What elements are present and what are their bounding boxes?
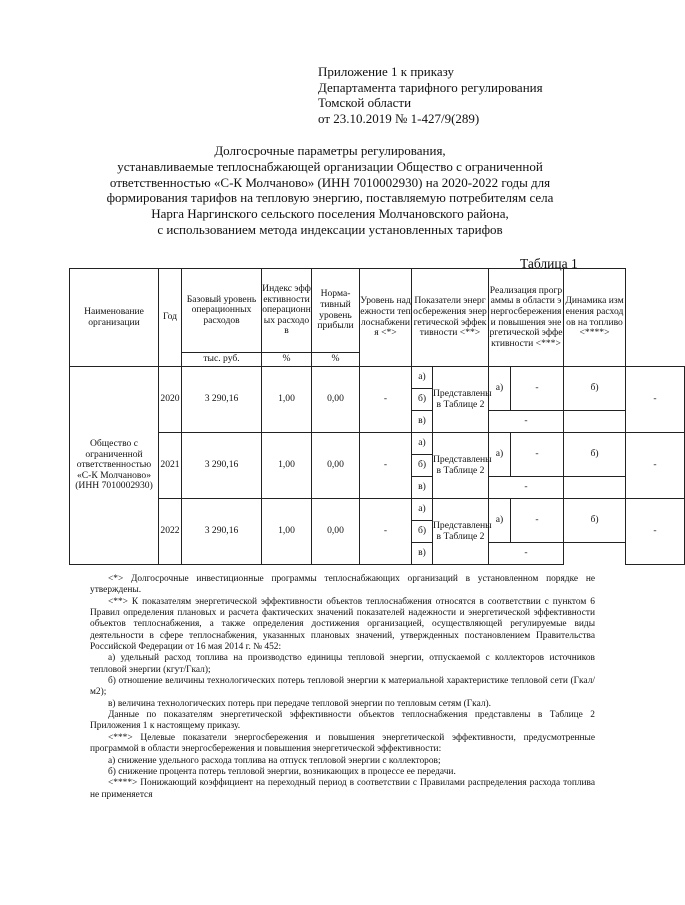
base-cell: 3 290,16 (182, 367, 262, 433)
reliability-cell: - (360, 433, 412, 499)
energy-text-cell: Представлены в Таблице 2 (433, 433, 489, 499)
header-norm: Норма-тивный уровень прибыли (312, 269, 360, 353)
base-cell: 3 290,16 (182, 433, 262, 499)
footnote: <***> Целевые показатели энергосбережения и повышения энергетической эффективности, предусмотренные программой в области энергосбережения и повышения энергетической эффективности: (90, 732, 595, 755)
title-line: формирования тарифов на тепловую энергию, поставляемую потребителям села (106, 190, 554, 206)
energy-sub-label: в) (412, 477, 433, 499)
appendix-block (318, 64, 543, 126)
unit-norm: % (312, 353, 360, 367)
unit-index: % (262, 353, 312, 367)
footnote: <*> Долгосрочные инвестиционные программы теплоснабжающих организаций в установленном порядке не утверждены. (90, 574, 595, 596)
header-energy: Показатели энергосбережения энергетической эффективности <**> (412, 269, 489, 367)
energy-sub-label: а) (412, 367, 433, 389)
realization-value: - (489, 411, 564, 433)
footnote: <****> Понижающий коэффициент на переходный период в соответствии с Правилами распределения расхода топлива не применяется (90, 778, 595, 800)
header-realization: Реализация программы в области энергосбережения и повышения энергетической эффективности <***> (489, 269, 564, 367)
realization-label: а) (489, 367, 511, 411)
realization-value: - (489, 543, 564, 565)
appendix-line: Департамента тарифного регулирования (318, 79, 543, 95)
appendix-line: Приложение 1 к приказу (318, 64, 455, 79)
energy-sub-label: в) (412, 411, 433, 433)
header-index: Индекс эффективности операционных расходов (262, 269, 312, 353)
energy-sub-label: а) (412, 433, 433, 455)
reliability-cell: - (360, 499, 412, 565)
realization-label: б) (564, 499, 626, 543)
title-line: ответственностью «С-К Молчаново» (ИНН 7010002930) на 2020-2022 годы для (109, 174, 551, 190)
realization-label: а) (489, 499, 511, 543)
document-title (80, 143, 580, 238)
header-dynamics: Динамика изменения расходов на топливо <****> (564, 269, 626, 367)
year-cell: 2020 (159, 367, 182, 433)
year-cell: 2022 (159, 499, 182, 565)
title-line: Нарга Наргинского сельского поселения Молчановского района, (151, 206, 509, 222)
unit-base: тыс. руб. (182, 353, 262, 367)
energy-sub-label: б) (412, 521, 433, 543)
dynamics-cell: - (626, 367, 685, 433)
energy-text-cell: Представлены в Таблице 2 (433, 367, 489, 433)
energy-sub-label: б) (412, 389, 433, 411)
appendix-line: Томской области (318, 95, 412, 110)
energy-sub-label: б) (412, 455, 433, 477)
realization-label: б) (564, 367, 626, 411)
realization-label: б) (564, 433, 626, 477)
energy-sub-label: в) (412, 543, 433, 565)
norm-cell: 0,00 (312, 367, 360, 433)
base-cell: 3 290,16 (182, 499, 262, 565)
title-line: устанавливаемые теплоснабжающей организации Общество с ограниченной (117, 158, 543, 174)
footnote: б) отношение величины технологических потерь тепловой энергии к материальной характеристике тепловой сети (Гкал/м2); (90, 676, 595, 698)
index-cell: 1,00 (262, 433, 312, 499)
index-cell: 1,00 (262, 499, 312, 565)
footnote: Данные по показателям энергетической эффективности объектов теплоснабжения представлены в Таблице 2 Приложения 1 к настоящему приказу. (90, 710, 595, 732)
title-line: Долгосрочные параметры регулирования, (214, 143, 446, 158)
footnote: <**> К показателям энергетической эффективности объектов теплоснабжения относятся в соответствии с пунктом 6 Правил определения плановых и расчета фактических значений показателей надежности и энергетической эффективности объектов теплоснабжения, а также определения достижения организацией, осуществляющей регулируемые виды деятельности в сфере теплоснабжения, указанных плановых значений, утвержденных постановлением Правительства Российской Федерации от 16 мая 2014 г. № 452: (90, 596, 595, 653)
norm-cell: 0,00 (312, 433, 360, 499)
footnotes (90, 574, 595, 801)
footnote: а) удельный расход топлива на производство единицы тепловой энергии, отпускаемой с коллекторов источников тепловой энергии (кгут/Гкал); (90, 653, 595, 675)
realization-value: - (511, 433, 564, 477)
org-name-cell: Общество с ограниченной ответственностью «С-К Молчаново» (ИНН 7010002930) (70, 367, 159, 565)
footnote: в) величина технологических потерь при передаче тепловой энергии по тепловым сетям (Гкал). (108, 698, 491, 709)
realization-value: - (489, 477, 564, 499)
energy-sub-label: а) (412, 499, 433, 521)
year-cell: 2021 (159, 433, 182, 499)
index-cell: 1,00 (262, 367, 312, 433)
header-base: Базовый уровень операционных расходов (182, 269, 262, 353)
footnote: а) снижение удельного расхода топлива на отпуск тепловой энергии с коллекторов; (108, 755, 441, 766)
realization-value: - (511, 499, 564, 543)
appendix-line: от 23.10.2019 № 1-427/9(289) (318, 110, 480, 126)
table-label: Таблица 1 (520, 256, 578, 271)
title-line: с использованием метода индексации установленных тарифов (157, 221, 503, 237)
footnote: б) снижение процента потерь тепловой энергии, возникающих в процессе ее передачи. (108, 766, 456, 777)
norm-cell: 0,00 (312, 499, 360, 565)
realization-label: а) (489, 433, 511, 477)
realization-value: - (511, 367, 564, 411)
parameters-table (69, 268, 685, 565)
dynamics-cell: - (626, 433, 685, 499)
reliability-cell: - (360, 367, 412, 433)
dynamics-cell: - (626, 499, 685, 565)
header-year: Год (159, 269, 182, 367)
header-org: Наименование организации (70, 269, 159, 367)
energy-text-cell: Представлены в Таблице 2 (433, 499, 489, 565)
header-reliability: Уровень надежности теплоснабжения <*> (360, 269, 412, 367)
